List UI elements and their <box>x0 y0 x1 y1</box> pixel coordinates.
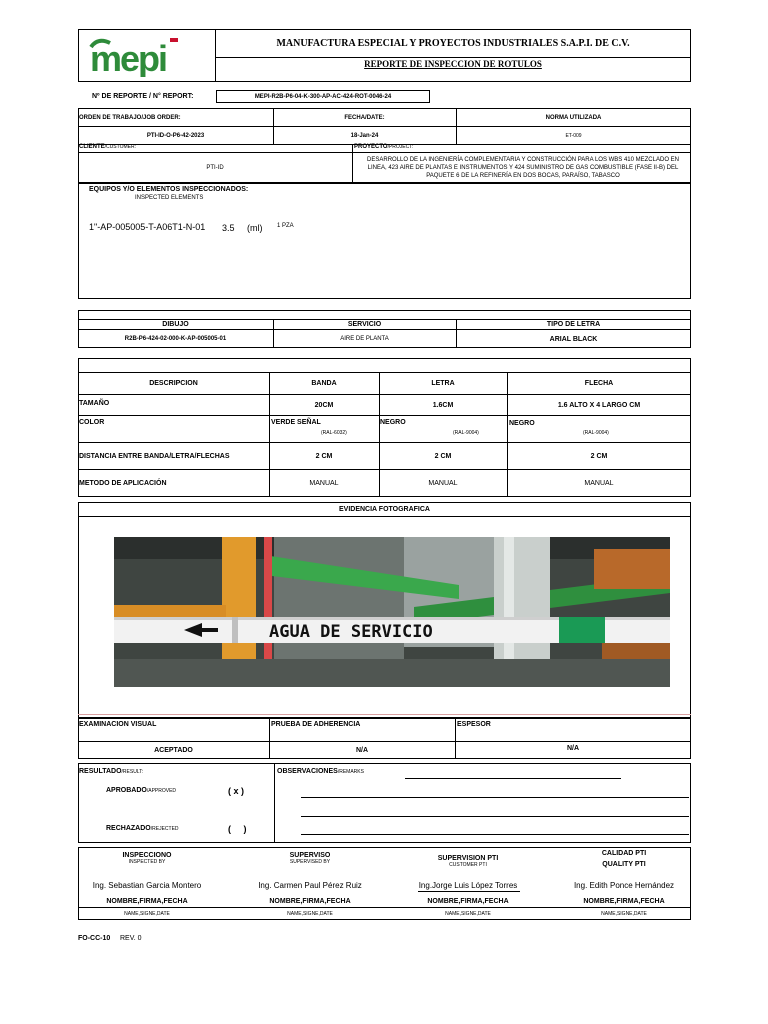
signature-title: SUPERVISO <box>289 852 331 859</box>
distance-arrow: 2 CM <box>590 452 608 460</box>
company-name: MANUFACTURA ESPECIAL Y PROYECTOS INDUSTRIALES S.A.P.I. DE C.V. <box>276 38 630 49</box>
font-header: TIPO DE LETRA <box>546 320 601 328</box>
supervisor-field: NOMBRE,FIRMA,FECHA <box>269 897 351 905</box>
color-letter-ral: (RAL-9004) <box>453 430 479 436</box>
logo-text: mepi <box>90 38 167 77</box>
project-value: DESARROLLO DE LA INGENIERÍA COMPLEMENTARIA Y CONSTRUCCIÓN PARA LOS WBS 410 MEZCLADO EN LINEA, 423 AIRE DE PLANTAS E INSTRUMENTOS Y 424 SUMINISTRO DE GAS COMBUSTIBLE (FASE II-B) DEL PAQUETE 6 DE LA REFINERÍA EN DOS BOCAS, PARAÍSO, TABASCO <box>367 157 679 179</box>
exam-thickness-header: ESPESOR <box>457 721 491 728</box>
method-band: MANUAL <box>309 479 339 487</box>
inspector-name: Ing. Sebastian Garcia Montero <box>92 880 202 890</box>
equipment-title: EQUIPOS Y/O ELEMENTOS INSPECCIONADOS: <box>89 186 249 193</box>
report-number-value: MEPI-R2B-P6-04-K-300-AP-AC-424-ROT-0046-24 <box>216 90 430 103</box>
signature-subtitle: INSPECTED BY <box>128 859 166 865</box>
size-label: TAMAÑO <box>79 399 110 407</box>
order-value: PTI-ID-O-P6-42-2023 <box>146 132 205 139</box>
signature-subtitle: SUPERVISED BY <box>289 859 331 865</box>
footer-rev: REV. 0 <box>120 935 142 942</box>
project-label: PROYECTO/PROJECT: <box>354 144 414 150</box>
equipment-subtitle: INSPECTED ELEMENTS <box>135 195 204 201</box>
client-label: CLIENTE/CUSTOMER: <box>79 144 136 150</box>
equipment-item-pieces: 1 PZA <box>277 223 294 229</box>
service-header: SERVICIO <box>347 320 382 328</box>
method-arrow: MANUAL <box>584 479 614 487</box>
color-arrow-ral: (RAL-9004) <box>583 430 609 436</box>
remarks-line-2[interactable] <box>301 797 689 798</box>
signature-subtitle: CUSTOMER PTI <box>449 862 487 868</box>
norm-label: NORMA UTILIZADA <box>545 114 602 121</box>
drawing-value: R2B-P6-424-02-000-K-AP-005005-01 <box>124 336 227 342</box>
method-label: METODO DE APLICACIÓN <box>79 479 167 487</box>
photo-title: EVIDENCIA FOTOGRAFICA <box>338 506 430 513</box>
equipment-item-qty: 3.5 <box>222 223 235 233</box>
quality-name: Ing. Edith Ponce Hernández <box>573 880 675 890</box>
size-arrow: 1.6 ALTO X 4 LARGO CM <box>557 401 641 409</box>
color-arrow: NEGRO <box>509 420 535 427</box>
drawing-header: DIBUJO <box>162 320 189 328</box>
spec-header-letter: LETRA <box>431 380 455 387</box>
font-value: ARIAL BLACK <box>549 335 598 343</box>
signature-block-customer <box>400 853 536 868</box>
spec-header-desc: DESCRIPCION <box>149 380 198 387</box>
footer-code: FO-CC-10 <box>78 935 111 942</box>
size-band: 20CM <box>314 401 334 409</box>
rejected-checkbox[interactable]: ( ) <box>228 824 247 834</box>
distance-band: 2 CM <box>315 452 333 460</box>
signature-title: INSPECCIONO <box>122 852 172 859</box>
approved-label: APROBADO/APPROVED <box>106 787 177 794</box>
remarks-line-1[interactable] <box>405 778 621 779</box>
distance-letter: 2 CM <box>434 452 452 460</box>
quality-field-en: NAME,SIGNE,DATE <box>601 910 647 917</box>
color-band-ral: (RAL-6032) <box>321 430 347 436</box>
photo-sign-text: AGUA DE SERVICIO <box>269 622 433 642</box>
exam-adherence-header: PRUEBA DE ADHERENCIA <box>271 721 361 728</box>
inspector-field-en: NAME,SIGNE,DATE <box>124 910 170 917</box>
evidence-photo <box>114 537 670 687</box>
exam-visual-header: EXAMINACION VISUAL <box>79 721 157 728</box>
color-label: COLOR <box>79 419 105 426</box>
supervisor-name: Ing. Carmen Paul Pérez Ruiz <box>258 880 362 890</box>
approved-checkbox[interactable]: ( x ) <box>228 786 245 796</box>
signature-title: CALIDAD PTI <box>601 850 647 857</box>
customer-field: NOMBRE,FIRMA,FECHA <box>427 897 509 905</box>
equipment-item-unit: (ml) <box>247 223 263 233</box>
remarks-label: OBSERVACIONES/REMARKS <box>277 768 364 775</box>
color-band: VERDE SEÑAL <box>271 419 321 426</box>
exam-thickness-value: N/A <box>566 745 580 752</box>
signature-block-inspector <box>78 850 216 865</box>
quality-field: NOMBRE,FIRMA,FECHA <box>583 897 665 905</box>
remarks-line-3[interactable] <box>301 816 689 817</box>
norm-value: ET-009 <box>565 132 582 139</box>
signature-subtitle: QUALITY PTI <box>602 861 646 868</box>
method-letter: MANUAL <box>428 479 458 487</box>
date-label: FECHA/DATE: <box>344 114 385 121</box>
distance-label: DISTANCIA ENTRE BANDA/LETRA/FLECHAS <box>79 452 230 460</box>
exam-adherence-value: N/A <box>355 747 369 754</box>
size-letter: 1.6CM <box>432 401 454 409</box>
date-value: 18-Jan-24 <box>350 132 379 139</box>
remarks-line-4[interactable] <box>301 834 689 835</box>
equipment-item-code: 1"-AP-005005-T-A06T1-N-01 <box>89 222 206 232</box>
report-title: REPORTE DE INSPECCION DE ROTULOS <box>364 59 542 69</box>
exam-visual-value: ACEPTADO <box>154 747 193 754</box>
order-label: ORDEN DE TRABAJO/JOB ORDER: <box>79 114 181 121</box>
result-label: RESULTADO/RESULT: <box>79 768 144 775</box>
spec-header-band: BANDA <box>311 380 337 387</box>
signature-block-quality <box>556 850 692 868</box>
signature-line <box>418 891 520 892</box>
signature-title: SUPERVISION PTI <box>437 855 499 862</box>
customer-field-en: NAME,SIGNE,DATE <box>445 910 491 917</box>
color-letter: NEGRO <box>380 419 406 426</box>
client-value: PTI-ID <box>206 165 224 171</box>
inspector-field: NOMBRE,FIRMA,FECHA <box>106 897 188 905</box>
rejected-label: RECHAZADO/REJECTED <box>106 825 179 832</box>
supervisor-field-en: NAME,SIGNE,DATE <box>287 910 333 917</box>
signature-block-supervisor <box>240 850 380 865</box>
customer-name: Ing.Jorge Luis López Torres <box>418 880 518 890</box>
service-value: AIRE DE PLANTA <box>340 336 389 342</box>
spec-header-arrow: FLECHA <box>584 380 614 387</box>
report-number-label: Nº DE REPORTE / N° REPORT: <box>92 93 194 100</box>
company-logo <box>88 33 188 77</box>
